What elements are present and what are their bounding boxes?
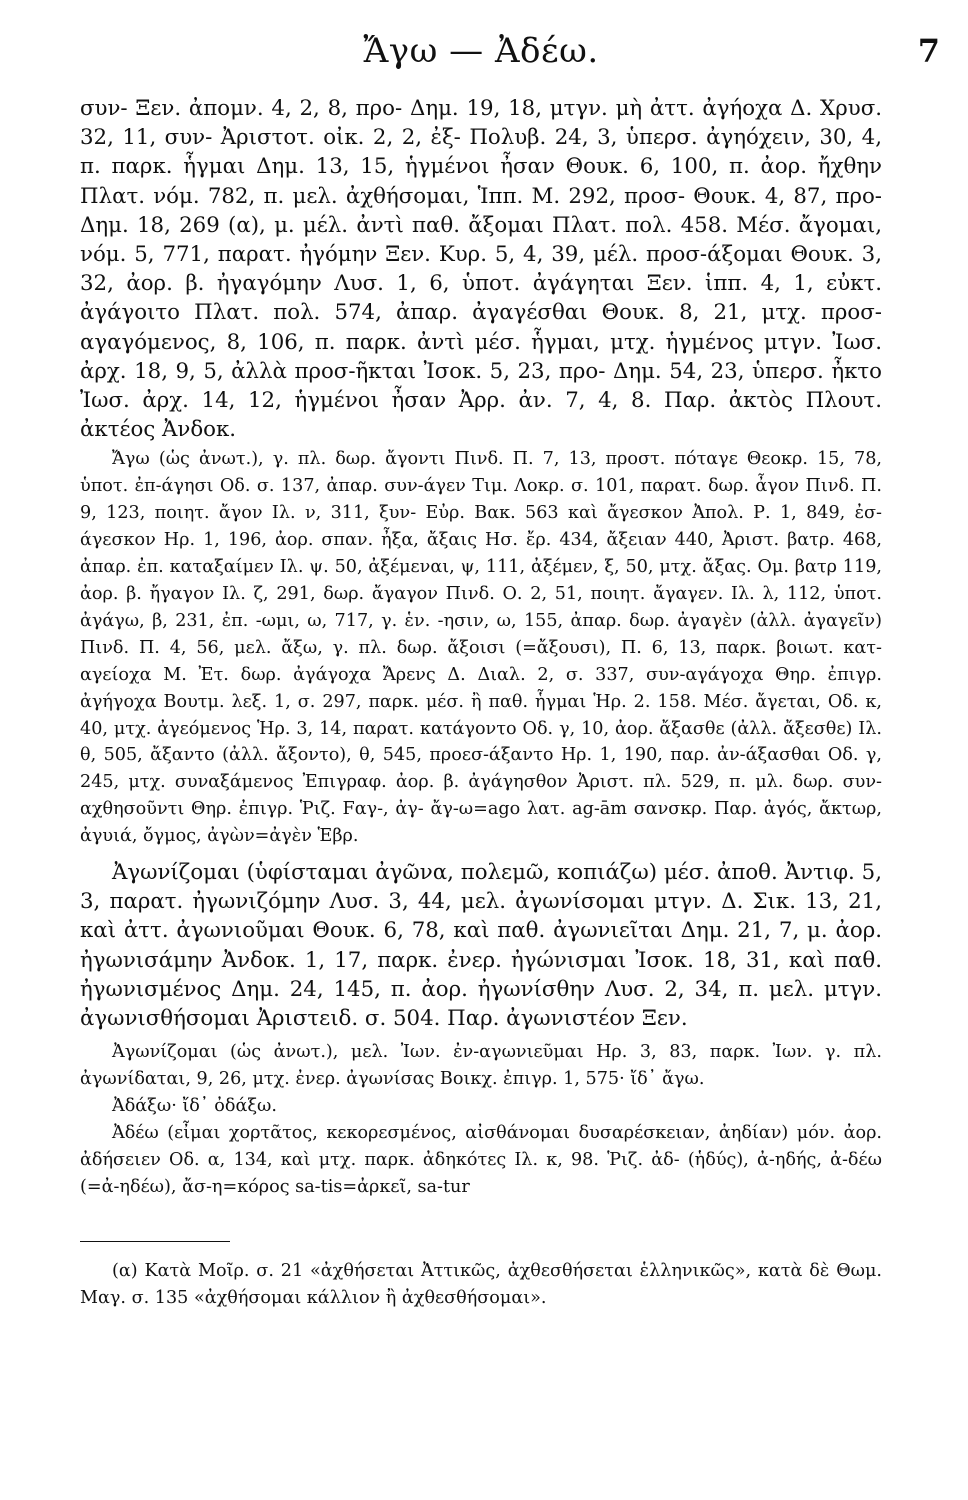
entry-small-group [80,1039,882,1200]
page-title: Ἄγω — Ἀδέω. [363,31,599,71]
entry-agw-continuation-block [80,94,882,444]
footnote-block [80,1258,882,1312]
entry-agw-continuation: συν- Ξεν. ἀπομν. 4, 2, 8, προ- Δημ. 19, 18, μτγν. μὴ ἀττ. ἀγήοχα Δ. Χρυσ. 32, 11, συν- Ἀριστοτ. οἰκ. 2, 2, ἐξ- Πολυβ. 24, 3, ὑπερσ. ἀγηόχειν, 30, 4, π. παρκ. ἧγμαι Δημ. 13, 15, ἡγμένοι ἦσαν Θουκ. 6, 100, π. ἀορ. ἤχθην Πλατ. νόμ. 782, π. μελ. ἀχθήσομαι, Ἱππ. Μ. 292, προσ- Θουκ. 4, 87, προ- Δημ. 18, 269 (α), μ. μέλ. ἀντὶ παθ. ἄξομαι Πλατ. πολ. 458. Μέσ. ἄγομαι, νόμ. 5, 771, παρατ. ἠγόμην Ξεν. Κυρ. 5, 4, 39, μέλ. προσ-άξομαι Θουκ. 3, 32, ἀορ. β. ἠγαγόμην Λυσ. 1, 6, ὑποτ. ἀγάγηται Ξεν. ἱππ. 4, 1, εὐκτ. ἀγάγοιτο Πλατ. πολ. 574, ἀπαρ. ἀγαγέσθαι Θουκ. 8, 21, μτχ. προσ-αγαγόμενος, 8, 106, π. παρκ. ἀντὶ μέσ. ἧγμαι, μτχ. ἡγμένος μτγν. Ἰωσ. ἀρχ. 18, 9, 5, ἀλλὰ προσ-ῆκται Ἰσοκ. 5, 23, προ- Δημ. 54, 23, ὑπερσ. ἦκτο Ἰωσ. ἀρχ. 14, 12, ἡγμένοι ἦσαν Ἀρρ. ἀν. 7, 4, 8. Παρ. ἀκτὸς Πλουτ. ἀκτέος Ἀνδοκ. [80,96,882,443]
entry-agonizomai-dialect: Ἀγωνίζομαι (ὡς ἀνωτ.), μελ. Ἰων. ἐν-αγωνιεῦμαι Ηρ. 3, 83, παρκ. Ἰων. γ. πλ. ἀγωνίδαται, 9, 26, μτχ. ἐνερ. ἀγωνίσας Βοικχ. ἐπιγρ. 1, 575· ἴδ᾽ ἄγω. [80,1042,882,1090]
entry-agonizomai-block [80,858,882,1033]
entry-adaxo: Ἀδάξω· ἴδ᾽ ὀδάξω. [112,1096,277,1117]
entry-agonizomai: Ἀγωνίζομαι (ὑφίσταμαι ἀγῶνα, πολεμῶ, κοπιάζω) μέσ. ἀποθ. Ἀντιφ. 5, 3, παρατ. ἠγωνιζόμην Λυσ. 3, 44, μελ. ἀγωνίσομαι μτγν. Δ. Σικ. 13, 21, καὶ ἀττ. ἀγωνιοῦμαι Θουκ. 6, 78, καὶ παθ. ἀγωνιεῖται Δημ. 21, 7, μ. ἀορ. ἠγωνισάμην Ἀνδοκ. 1, 17, παρκ. ἐνερ. ἠγώνισμαι Ἰσοκ. 18, 31, καὶ παθ. ἠγωνισμένος Δημ. 24, 145, π. ἀορ. ἠγωνίσθην Λυσ. 2, 34, π. μελ. μτγν. ἀγωνισθήσομαι Ἀριστειδ. σ. 504. Παρ. ἀγωνιστέον Ξεν. [80,860,882,1032]
entry-agw-dialect-block [80,446,882,850]
footnote-rule [80,1241,230,1242]
footnote-a: (α) Κατὰ Μοῖρ. σ. 21 «ἀχθήσεται Ἀττικῶς, ἀχθεσθήσεται ἑλληνικῶς», κατὰ δὲ Θωμ. Μαγ. σ. 135 «ἀχθήσομαι κάλλιον ἢ ἀχθεσθήσομαι». [80,1260,882,1308]
page-number: 7 [917,32,940,70]
running-header [80,22,940,80]
entry-agw-dialect: Ἄγω (ὡς ἀνωτ.), γ. πλ. δωρ. ἄγοντι Πινδ. Π. 7, 13, προστ. πόταγε Θεοκρ. 15, 78, ὑποτ. ἐπ-άγησι Οδ. σ. 137, ἀπαρ. συν-άγεν Τιμ. Λοκρ. σ. 101, παρατ. δωρ. ἆγον Πινδ. Π. 9, 123, ποιητ. ἄγον Ιλ. ν, 311, ξυν- Εὐρ. Βακ. 563 καὶ ἄγεσκον Ἀπολ. Ρ. 1, 849, ἐσ-άγεσκον Ηρ. 1, 196, ἀορ. σπαν. ἦξα, ἄξαις Ησ. ἔρ. 434, ἄξειαν 440, Ἀριστ. βατρ. 468, ἀπαρ. ἐπ. καταξαίμεν Ιλ. ψ. 50, ἀξέμεναι, ψ, 111, ἀξέμεν, ξ, 50, μτχ. ἄξας. Ομ. βατρ 119, ἀορ. β. ἤγαγον Ιλ. ζ, 291, δωρ. ἄγαγον Πινδ. Ο. 2, 51, ποιητ. ἄγαγεν. Ιλ. λ, 112, ὑποτ. ἀγάγω, β, 231, ἐπ. -ωμι, ω, 717, γ. ἑν. -ησιν, ω, 155, ἀπαρ. δωρ. ἀγαγὲν (ἀλλ. ἀγαγεῖν) Πινδ. Π. 4, 56, μελ. ἄξω, γ. πλ. δωρ. ἄξοισι (=ἄξουσι), Π. 6, 13, παρκ. βοιωτ. κατ-αγείοχα Μ. Ἐτ. δωρ. ἀγάγοχα Ἄρενς Δ. Διαλ. 2, σ. 337, συν-αγάγοχα Θηρ. ἐπιγρ. ἀγήγοχα Βουτμ. λεξ. 1, σ. 297, παρκ. μέσ. ἢ παθ. ἧγμαι Ἡρ. 2. 158. Μέσ. ἄγεται, Οδ. κ, 40, μτχ. ἀγεόμενος Ἡρ. 3, 14, παρατ. κατάγοντο Οδ. γ, 10, ἀορ. ἄξασθε (ἀλλ. ἄξεσθε) Ιλ. θ, 505, ἄξαντο (ἀλλ. ἄξοντο), θ, 545, προεσ-άξαντο Ηρ. 1, 190, παρ. ἀν-άξασθαι Οδ. γ, 245, μτχ. συναξάμενος Ἐπιγραφ. ἀορ. β. ἀγάγησθον Ἀριστ. πλ. 529, π. μλ. δωρ. συν-αχθησοῦντι Θηρ. ἐπιγρ. Ῥιζ. Fαγ-, ἀγ- ἄγ-ω=ago λατ. ag-ām σανσκρ. Παρ. ἀγός, ἄκτωρ, ἀγυιά, ὄγμος, ἀγὼν=ἀγὲν Ἑβρ. [80,449,882,847]
entry-adeo: Ἀδέω (εἶμαι χορτᾶτος, κεκορεσμένος, αἰσθάνομαι δυσαρέσκειαν, ἀηδίαν) μόν. ἀορ. ἀδήσειεν Οδ. α, 134, καὶ μτχ. παρκ. ἀδηκότες Ιλ. κ, 98. Ῥιζ. ἀδ- (ἡδύς), ἀ-ηδής, ἀ-δέω (=ἀ-ηδέω), ἄσ-η=κόρος sa-tis=ἀρκεῖ, sa-tur [80,1122,882,1197]
